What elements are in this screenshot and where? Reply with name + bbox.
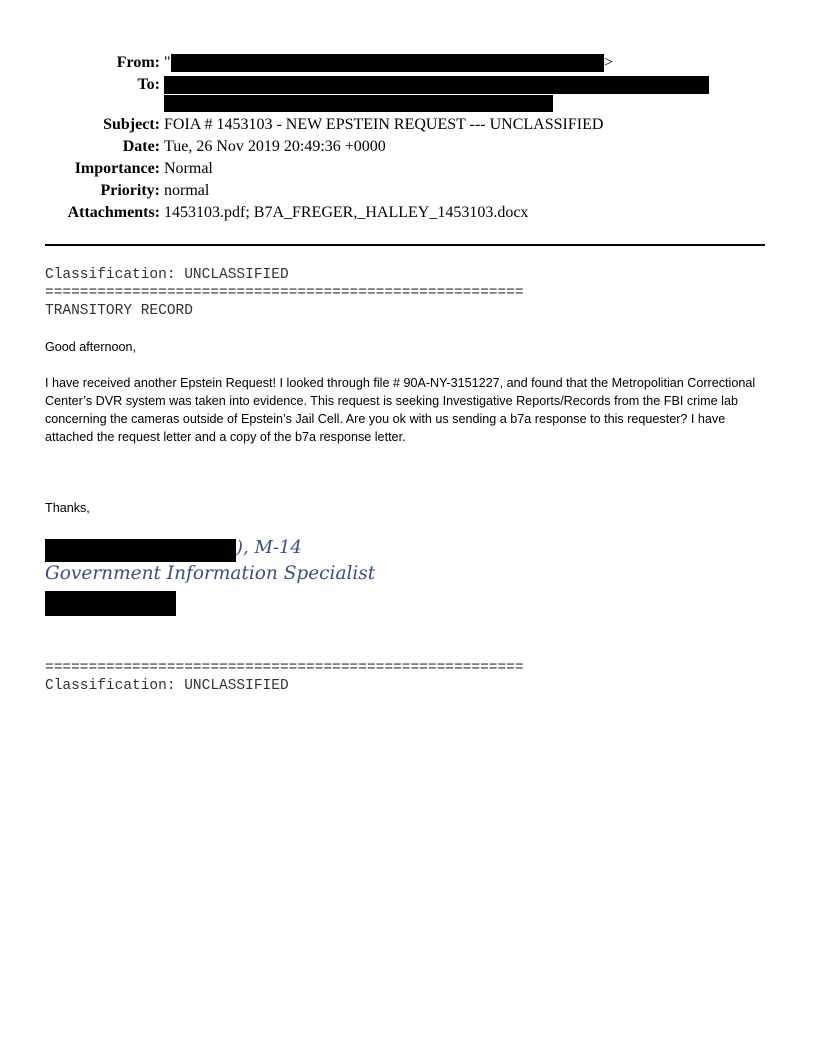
subject-value: FOIA # 1453103 - NEW EPSTEIN REQUEST --- UNCLASSIFIED [164, 116, 604, 133]
separator-bottom: ======================================================= [45, 660, 524, 676]
message-paragraph: I have received another Epstein Request! I looked through file # 90A-NY-3151227, and found that the Metropolitian Correctional Center’s DVR system was taken into evidence. This request is seeking Investigative Reports/Records from the FBI crime lab concerning the cameras outside of Epstein’s Jail Cell. Are you ok with us sending a b7a response to this requester? I have attached the request letter and a copy of the b7a response letter. [45, 376, 756, 444]
classification-top: Classification: UNCLASSIFIED [45, 267, 289, 283]
classification-bottom: Classification: UNCLASSIFIED [45, 678, 289, 694]
from-redaction [171, 54, 604, 72]
attachments-row [0, 202, 816, 224]
header-divider [45, 244, 765, 246]
importance-row [0, 158, 816, 180]
from-quote: " [164, 54, 171, 71]
signature-name-suffix: ), M-14 [236, 537, 302, 558]
signature-name-redaction [45, 539, 236, 562]
attachments-label: Attachments: [67, 204, 160, 221]
date-row [0, 136, 816, 158]
from-suffix: > [604, 54, 614, 71]
to-label: To: [137, 76, 160, 93]
importance-label: Importance: [74, 160, 160, 177]
subject-row [0, 114, 816, 136]
priority-row [0, 180, 816, 202]
greeting: Good afternoon, [45, 340, 137, 354]
to-redaction-line1 [164, 76, 709, 94]
signature-title: Government Information Specialist [45, 563, 376, 584]
date-value: Tue, 26 Nov 2019 20:49:36 +0000 [164, 138, 386, 155]
subject-label: Subject: [103, 116, 160, 133]
priority-value: normal [164, 182, 210, 199]
transitory-record: TRANSITORY RECORD [45, 303, 193, 319]
closing: Thanks, [45, 501, 90, 515]
date-label: Date: [122, 138, 160, 155]
separator-top: ======================================================= [45, 285, 524, 301]
signature-contact-redaction [45, 591, 176, 616]
importance-value: Normal [164, 160, 213, 177]
attachments-value: 1453103.pdf; B7A_FREGER,_HALLEY_1453103.docx [164, 204, 529, 221]
priority-label: Priority: [100, 182, 160, 199]
to-redaction-line2 [164, 95, 553, 112]
from-label: From: [116, 54, 160, 71]
